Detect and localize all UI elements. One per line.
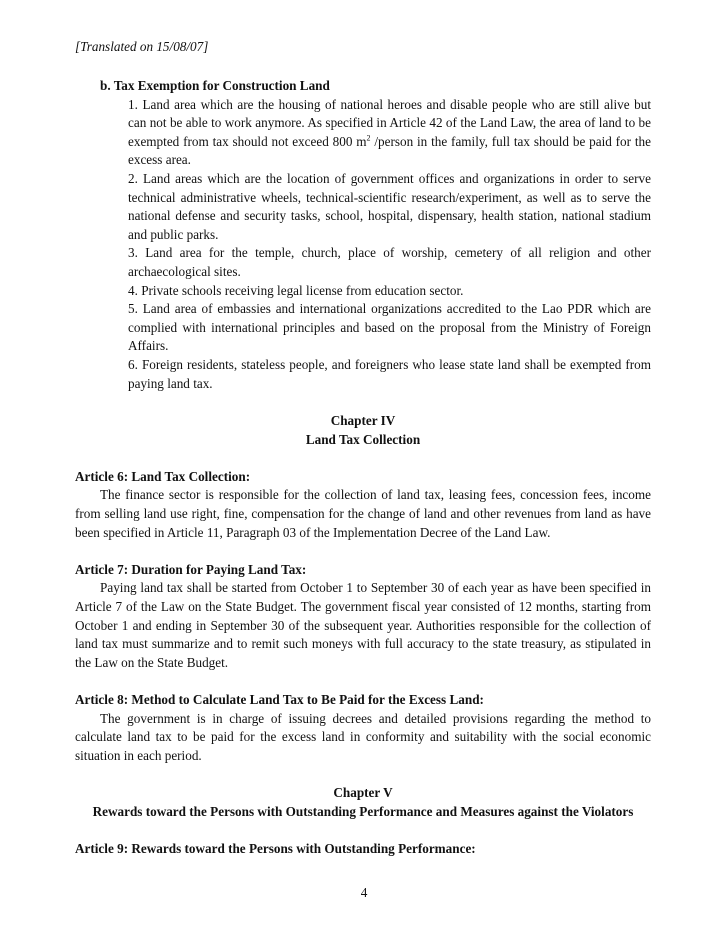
exemption-item-4: 4. Private schools receiving legal license from education sector. [128, 282, 464, 298]
chapter-4-title: Land Tax Collection [305, 431, 421, 447]
squared-superscript: 2 [366, 133, 371, 143]
exemption-item-2: 2. Land areas which are the location of government offices and organizations in order to serve technical administrative wheels, technical-scientific research/experiment, as well as to serve the national defense and security tasks, school, hospital, dispensary, health station, national stadium and public parks. [128, 170, 651, 242]
page-number: 4 [360, 885, 368, 900]
translation-date-note: [Translated on 15/08/07] [75, 39, 209, 54]
exemption-item-3: 3. Land area for the temple, church, place of worship, cemetery of all religion and other archaecological sites. [128, 245, 651, 279]
section-b-title: b. Tax Exemption for Construction Land [100, 78, 330, 93]
article-6-text: The finance sector is responsible for the collection of land tax, leasing fees, concession fees, income from selling land use right, fine, compensation for the change of land and other revenues from land as have been specified in Article 11, Paragraph 03 of the Implementation Decree of the Land Law. [75, 487, 651, 540]
article-6-title: Article 6: Land Tax Collection: [75, 468, 251, 484]
chapter-5-number: Chapter V [333, 785, 393, 801]
exemption-list [75, 96, 651, 394]
exemption-item-1 [128, 96, 651, 170]
article-8-title: Article 8: Method to Calculate Land Tax to Be Paid for the Excess Land: [75, 692, 484, 707]
article-7-title: Article 7: Duration for Paying Land Tax: [75, 561, 307, 577]
chapter-4-number: Chapter IV [330, 413, 396, 429]
exemption-item-6: 6. Foreign residents, stateless people, and foreigners who lease state land shall be exempted from paying land tax. [128, 356, 651, 391]
article-9-title: Article 9: Rewards toward the Persons with Outstanding Performance: [75, 841, 476, 857]
chapter-5-title: Rewards toward the Persons with Outstanding Performance and Measures against the Violators [92, 803, 634, 819]
document-body [75, 77, 651, 859]
exemption-item-1-text: 1. Land area which are the housing of national heroes and disable people who are still alive but can not be able to work anymore. As specified in Article 42 of the Land Law, the area of land to be exempted from tax should not exceed 800 m [128, 96, 651, 149]
exemption-item-5: 5. Land area of embassies and international organizations accredited to the Lao PDR which are complied with international principles and based on the proposal from the Ministry of Foreign Affairs. [128, 301, 651, 354]
chapter-4-heading [75, 412, 651, 449]
article-7-text: Paying land tax shall be started from October 1 to September 30 of each year as have been specified in Article 7 of the Law on the State Budget. The government fiscal year consisted of 12 months, starting from October 1 and ending in September 30 of the subsequent year. Authorities responsible for the collection of land tax must summarize and to remit such moneys with full accuracy to the state treasury, as stipulated in the Law on the State Budget. [75, 580, 651, 670]
exemption-item-1-text-cont: /person in the family, full tax should be paid for the excess area. [128, 133, 651, 168]
chapter-5-heading [75, 784, 651, 821]
article-8-text: The government is in charge of issuing decrees and detailed provisions regarding the method to calculate land tax to be paid for the excess land in conformity and suitability with the social economic situation in each period. [75, 710, 651, 763]
